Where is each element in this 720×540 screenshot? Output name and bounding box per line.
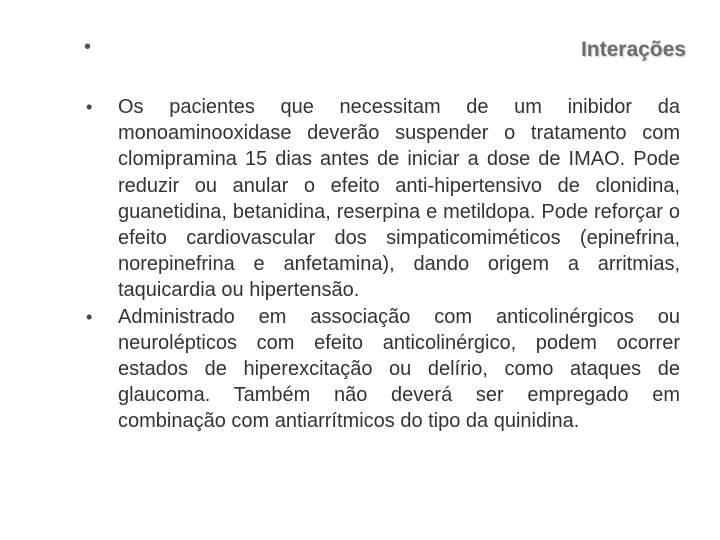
- slide-title: Interações: [580, 38, 686, 61]
- bullet-item-anticholinergic-association: [84, 304, 680, 435]
- bullet-text: Os pacientes que necessitam de um inibidor da monoaminooxidase deverão suspender o tratamento com clomipramina 15 dias antes de iniciar a dose de IMAO. Pode reduzir ou anular o efeito anti-hipertensivo de clonidina, guanetidina, betanidina, reserpina e metildopa. Pode reforçar o efeito cardiovascular dos simpaticomiméticos (epinefrina, norepinefrina e anfetamina), dando origem a arritmias, taquicardia ou hipertensão.: [118, 96, 680, 302]
- bullet-dot-icon: •: [86, 97, 93, 117]
- bullet-text: Administrado em associação com anticolinérgicos ou neurolépticos com efeito anticolinérgico, podem ocorrer estados de hiperexcitação ou delírio, como ataques de glaucoma. Também não deverá ser empregado em combinação com antiarrítmicos do tipo da quinidina.: [118, 305, 680, 433]
- bullet-dot-icon: •: [86, 306, 93, 327]
- slide-content: [84, 94, 680, 435]
- bullet-item-medication-interactions: [84, 94, 680, 304]
- title-bullet: •: [84, 36, 92, 58]
